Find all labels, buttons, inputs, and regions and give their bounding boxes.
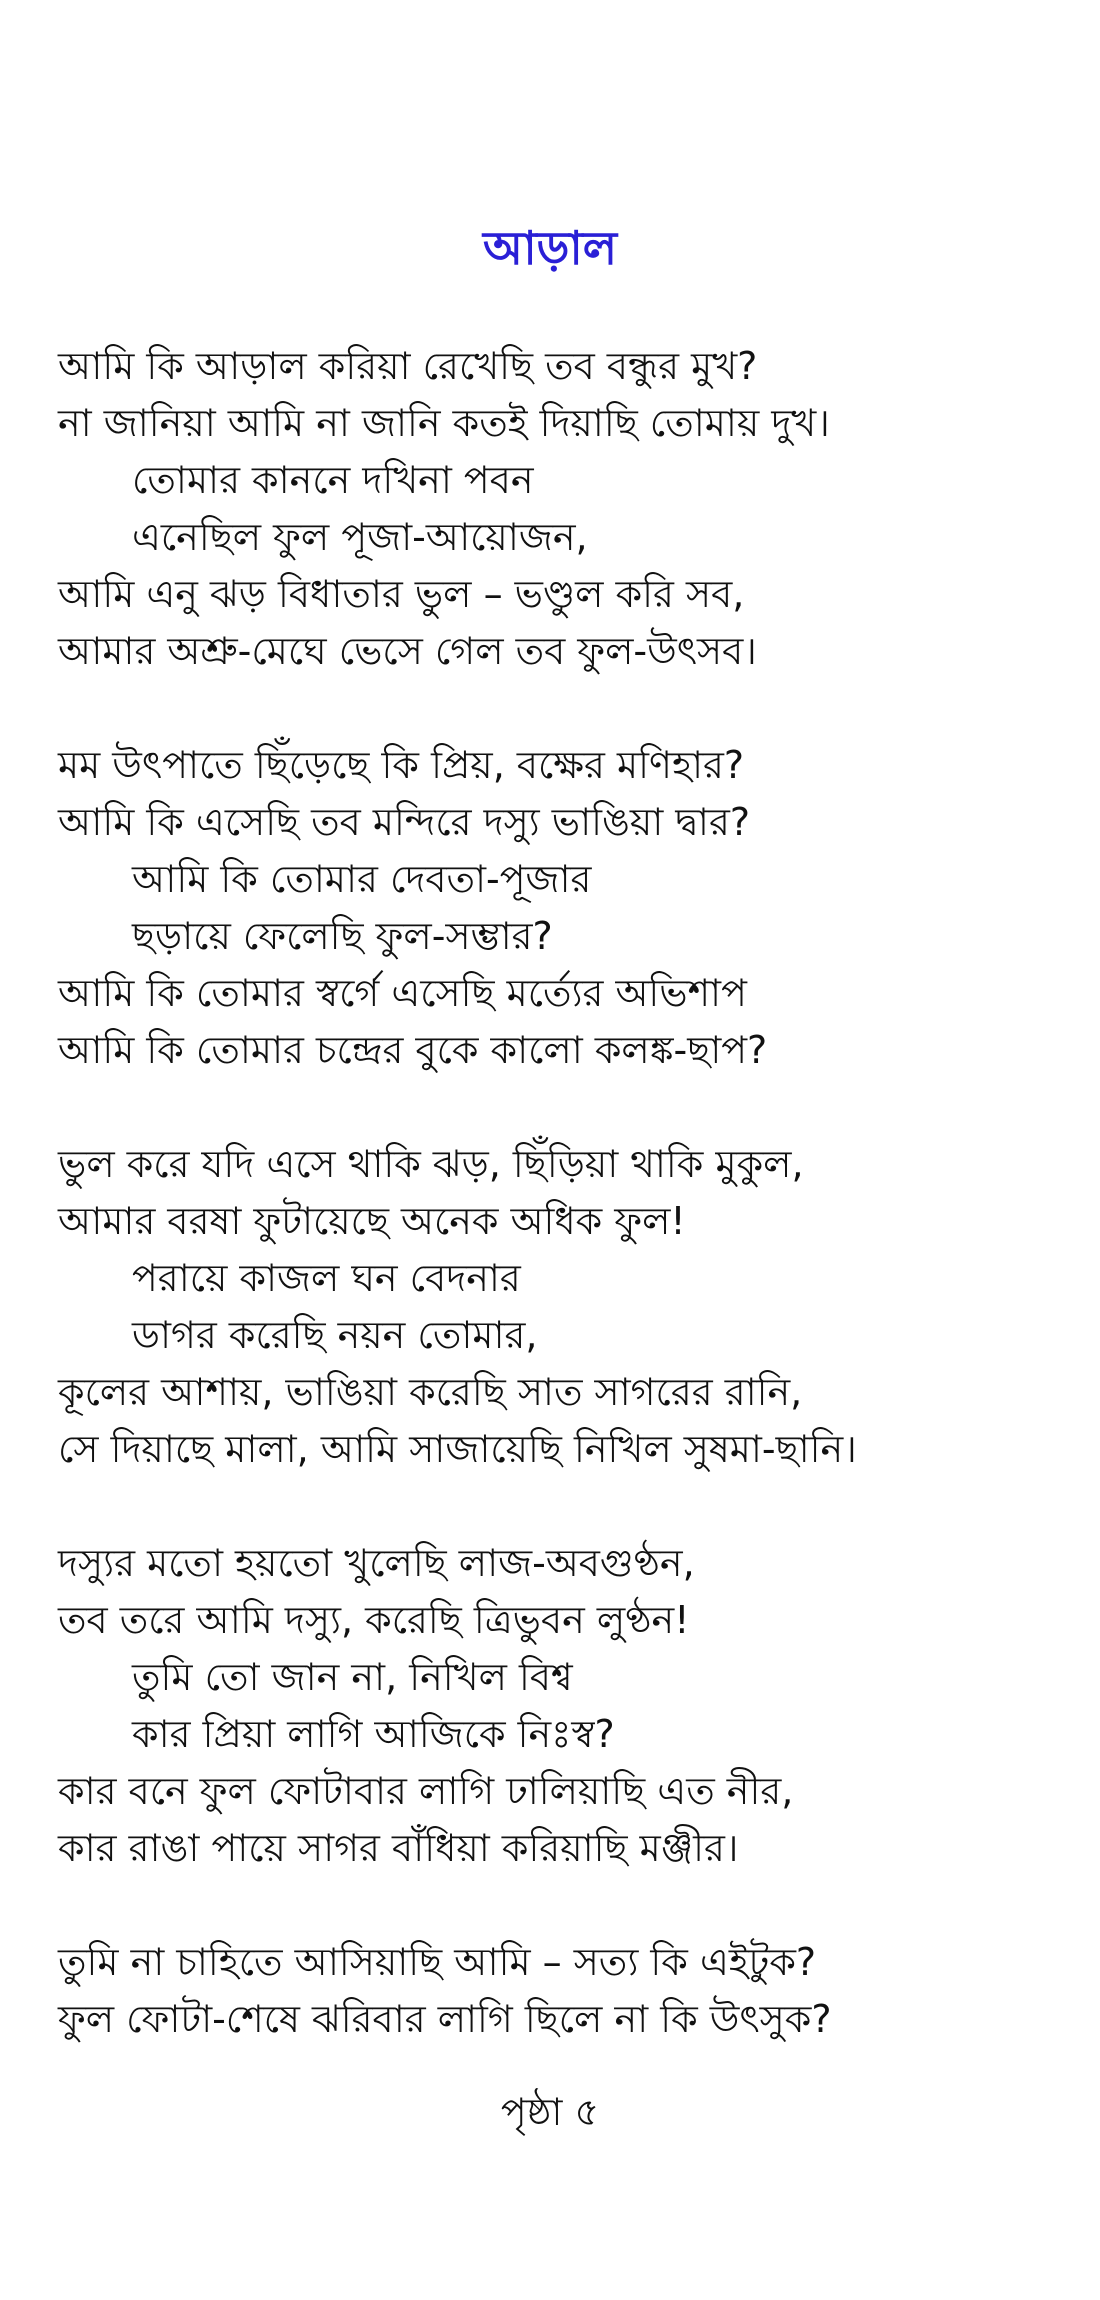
poem-line: কার বনে ফুল ফোটাবার লাগি ঢালিয়াছি এত নীর, — [58, 1769, 794, 1813]
stanza — [58, 1136, 1068, 1478]
poem-line: কার প্রিয়া লাগি আজিকে নিঃস্ব? — [132, 1712, 615, 1756]
poem-line: তুমি তো জান না, নিখিল বিশ্ব — [132, 1655, 573, 1699]
poem-title: আড়াল — [482, 221, 618, 275]
poem-line: পরায়ে কাজল ঘন বেদনার — [132, 1256, 521, 1300]
poem-line: তব তরে আমি দস্যু, করেছি ত্রিভুবন লুণ্ঠন! — [58, 1598, 690, 1642]
poem-line: আমি কি এসেছি তব মন্দিরে দস্যু ভাঙিয়া দ্বার? — [58, 800, 751, 844]
poem-line: দস্যুর মতো হয়তো খুলেছি লাজ-অবগুণ্ঠন, — [58, 1541, 695, 1585]
poem-line: তোমার কাননে দখিনা পবন — [132, 458, 534, 502]
stanza — [58, 1535, 1068, 1877]
stanza — [58, 338, 1068, 680]
stanza — [58, 737, 1068, 1079]
poem-line: আমি এনু ঝড় বিধাতার ভুল – ভণ্ডুল করি সব, — [58, 572, 745, 616]
page-number: পৃষ্ঠা ৫ — [500, 2090, 600, 2134]
poem-line: আমি কি আড়াল করিয়া রেখেছি তব বন্ধুর মুখ? — [58, 344, 758, 388]
poem-line: আমি কি তোমার দেবতা-পূজার — [132, 857, 592, 901]
poem-line: না জানিয়া আমি না জানি কতই দিয়াছি তোমায় দুখ। — [58, 401, 830, 445]
poem-line: তুমি না চাহিতে আসিয়াছি আমি – সত্য কি এইটুক? — [58, 1940, 817, 1984]
stanza — [58, 1934, 1068, 2048]
poem-line: এনেছিল ফুল পূজা-আয়োজন, — [132, 515, 588, 559]
poem-line: আমার অশ্রু-মেঘে ভেসে গেল তব ফুল-উৎসব। — [58, 629, 757, 673]
poem-line: আমি কি তোমার চন্দ্রের বুকে কালো কলঙ্ক-ছাপ? — [58, 1028, 768, 1072]
poem-line: ডাগর করেছি নয়ন তোমার, — [132, 1313, 538, 1357]
poem-line: মম উৎপাতে ছিঁড়েছে কি প্রিয়, বক্ষের মণিহার? — [58, 743, 745, 787]
poem-line: কার রাঙা পায়ে সাগর বাঁধিয়া করিয়াছি মঞ্জীর। — [58, 1826, 739, 1870]
poem-line: ছড়ায়ে ফেলেছি ফুল-সম্ভার? — [132, 914, 553, 958]
poem-line: কূলের আশায়, ভাঙিয়া করেছি সাত সাগরের রানি, — [58, 1370, 803, 1414]
poem-line: সে দিয়াছে মালা, আমি সাজায়েছি নিখিল সুষমা-ছানি। — [58, 1427, 857, 1471]
poem-line: আমার বরষা ফুটায়েছে অনেক অধিক ফুল! — [58, 1199, 686, 1243]
poem-line: ফুল ফোটা-শেষে ঝরিবার লাগি ছিলে না কি উৎসুক? — [58, 1997, 832, 2041]
poem-line: আমি কি তোমার স্বর্গে এসেছি মর্ত্যের অভিশাপ — [58, 971, 747, 1015]
poem-body — [58, 338, 1068, 2105]
poem-line: ভুল করে যদি এসে থাকি ঝড়, ছিঁড়িয়া থাকি মুকুল, — [58, 1142, 804, 1186]
